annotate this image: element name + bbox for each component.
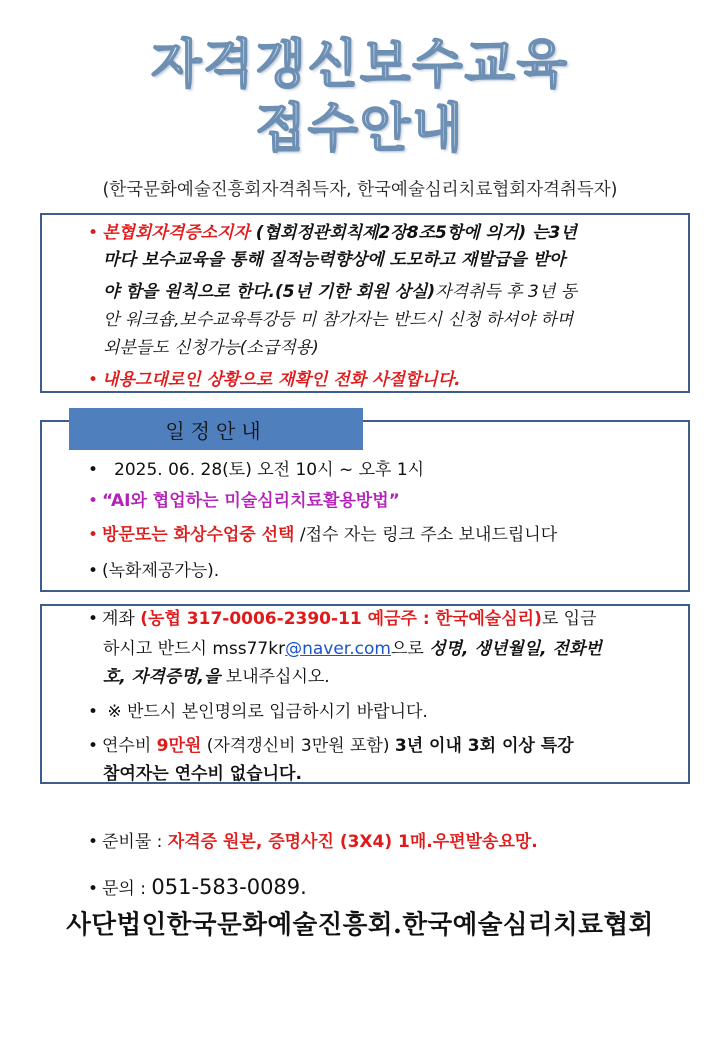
schedule-tab: 일정안내: [69, 408, 363, 450]
schedule-date: 2025. 06. 28(토) 오전 10시 ~ 오후 1시: [114, 460, 425, 480]
email-link[interactable]: @naver.com: [285, 639, 391, 659]
bullet-icon: •: [88, 609, 99, 629]
bullet-icon: •: [88, 736, 99, 756]
account-number: (농협 317-0006-2390-11 예금주 : 한국예술심리): [140, 609, 542, 629]
subtitle: (한국문화예술진흥회자격취득자, 한국예술심리치료협회자격취득자): [102, 180, 618, 200]
bullet-icon: •: [88, 879, 99, 899]
email-suffix: 으로: [390, 639, 430, 659]
bullet-icon: •: [88, 370, 99, 390]
bullet-icon: •: [88, 561, 99, 581]
bullet-icon: •: [88, 832, 99, 852]
notice-holder-text: 본협회자격증소지자: [102, 223, 250, 243]
payment-line-4: [88, 701, 428, 723]
no-call-notice: 내용그대로인 상황으로 재확인 전화 사절합니다.: [102, 370, 461, 390]
schedule-date-line: [88, 459, 424, 481]
bullet-icon: •: [88, 491, 99, 511]
account-deposit: 로 입금: [541, 609, 597, 629]
fee-label: 연수비: [102, 736, 157, 756]
notice-rule-ref: (협회정관회칙제2장8조5항에 의거) 는3년: [249, 223, 577, 243]
schedule-recording-line: [88, 560, 219, 582]
schedule-link-note: /접수 자는 링크 주소 보내드립니다: [294, 525, 558, 545]
payment-box: [40, 604, 690, 784]
schedule-mode-line: [88, 524, 557, 546]
prep-items: 자격증 원본, 증명사진 (3X4) 1매.우편발송요망.: [167, 832, 538, 852]
notice-line-2: 마다 보수교육을 통해 질적능력향상에 도모하고 재발급을 받아: [103, 250, 566, 270]
contact-phone: 051-583-0089.: [151, 875, 307, 899]
notice-after-text: 자격취득 후 3년 동: [435, 282, 578, 302]
payment-line-3: [103, 666, 330, 688]
notice-line-5: 외분들도 신청가능(소급적용): [103, 338, 319, 358]
schedule-recording: (녹화제공가능).: [102, 561, 220, 581]
organization-name: 사단법인한국문화예술진흥회.한국예술심리치료협회: [66, 910, 654, 940]
send-text: 보내주십시오.: [220, 667, 330, 687]
page-title-line2: 접수안내: [255, 99, 465, 159]
bullet-icon: •: [88, 223, 99, 243]
notice-rule-text: 야 함을 원칙으로 한다.(5년 기한 회원 상실): [103, 282, 436, 302]
bullet-icon: •: [88, 702, 99, 722]
contact-label: 문의 :: [102, 879, 152, 899]
schedule-topic: “AI와 협업하는 미술심리치료활용방법”: [102, 491, 400, 511]
prep-line: [88, 831, 538, 853]
fee-exempt: 3년 이내 3회 이상 특강: [394, 736, 574, 756]
notice-line-1: [88, 222, 577, 244]
payment-line-5: [88, 735, 574, 757]
required-info: 성명, 생년월일, 전화번: [429, 639, 602, 659]
schedule-topic-line: [88, 490, 400, 512]
account-label: 계좌: [102, 609, 141, 629]
prep-label: 준비물 :: [102, 832, 168, 852]
notice-line-3: [103, 281, 577, 303]
bullet-icon: •: [88, 460, 99, 480]
contact-line: [88, 874, 307, 902]
page-title-line1: 자격갱신보수교육: [151, 35, 569, 95]
payment-line-6: 참여자는 연수비 없습니다.: [103, 764, 302, 784]
fee-amount: 9만원: [156, 736, 202, 756]
notice-line-4: 안 워크숍,보수교육특강등 미 참가자는 반드시 신청 하셔야 하며: [103, 310, 574, 330]
payment-line-2: [103, 638, 602, 660]
required-info-cont: 호, 자격증명,을: [103, 667, 221, 687]
notice-line-6: [88, 369, 461, 391]
email-prefix: 하시고 반드시 mss77kr: [103, 639, 286, 659]
schedule-mode: 방문또는 화상수업중 선택: [102, 525, 295, 545]
bullet-icon: •: [88, 525, 99, 545]
fee-detail: (자격갱신비 3만원 포함): [201, 736, 395, 756]
own-name-notice: ※ 반드시 본인명의로 입금하시기 바랍니다.: [102, 702, 428, 722]
payment-line-1: [88, 608, 597, 630]
